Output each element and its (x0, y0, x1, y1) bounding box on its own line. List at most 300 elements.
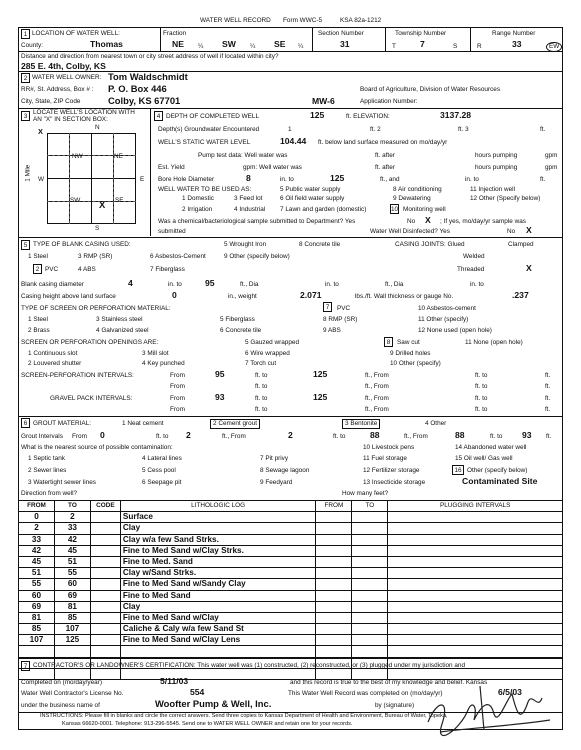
log-code-cell[interactable] (90, 612, 120, 623)
saw-cut-label[interactable]: Saw cut (397, 339, 420, 346)
plug-to-cell[interactable] (352, 556, 388, 567)
bore-value[interactable]: 8 (246, 173, 251, 183)
yield-gpm: gpm (545, 164, 558, 171)
quarter-1[interactable]: NE (172, 39, 184, 49)
log-to-cell[interactable] (54, 646, 90, 657)
plugging-interval-cell[interactable] (388, 568, 563, 579)
log-from-cell[interactable]: 0 (19, 512, 55, 523)
section-3-number: 3 (21, 111, 30, 121)
log-from-cell[interactable]: 60 (19, 590, 55, 601)
plugging-interval-cell[interactable] (388, 668, 563, 679)
log-description-cell[interactable]: Fine to Med Sand (120, 590, 316, 601)
pvc-screen-label[interactable]: PVC (337, 305, 351, 312)
pvc-casing-selected[interactable]: 2 (33, 264, 42, 274)
use-option[interactable]: 12 Other (Specify below) (470, 195, 541, 202)
contam-option[interactable]: 8 Sewage lagoon (260, 467, 310, 474)
plug-from-cell[interactable] (316, 568, 352, 579)
log-from-cell[interactable] (19, 646, 55, 657)
table-row (19, 590, 563, 601)
casing-depth-value[interactable]: 95 (205, 278, 215, 288)
log-to-cell[interactable]: 85 (54, 612, 90, 623)
completed-label: Completed on (mo/day/year) (21, 679, 102, 686)
casing-diameter-value[interactable]: 4 (128, 278, 133, 288)
diam-in-to-3: in. to (470, 281, 484, 288)
screen-option[interactable]: 12 None used (open hole) (418, 327, 492, 334)
bentonite-selected[interactable]: 3 Bentonite (342, 419, 380, 429)
quarter-3[interactable]: SE (274, 39, 286, 49)
ft-to-label: ft. to (490, 433, 503, 440)
plug-to-cell[interactable] (352, 601, 388, 612)
license-label: Water Well Contractor's License No. (21, 690, 124, 697)
plug-to-cell[interactable] (352, 534, 388, 545)
plug-to-cell[interactable] (352, 635, 388, 646)
wall-thickness-label: lbs./ft. Wall thickness or gauge No. (355, 293, 454, 300)
section-number-value[interactable]: 31 (340, 39, 350, 49)
log-code-cell[interactable] (90, 556, 120, 567)
plug-from-cell[interactable] (316, 579, 352, 590)
ft-to-label: ft. to (475, 372, 488, 379)
other-contam-label[interactable]: Other (specify below) (467, 467, 528, 474)
record-completed-date[interactable]: 6/5/03 (498, 687, 522, 697)
opening-option[interactable]: 2 Louvered shutter (28, 360, 82, 367)
grout-to-1[interactable]: 2 (186, 430, 191, 440)
casing-option[interactable]: 3 RMP (SR) (78, 253, 113, 260)
pvc-screen-selected[interactable]: 7 (323, 302, 332, 312)
record-completed-label: This Water Well Record was completed on (mo/day/yr) (288, 690, 443, 697)
contamination-source-value[interactable]: Contaminated Site (462, 476, 538, 486)
ft-to-label: ft. to (475, 395, 488, 402)
signature-label: by (signature) (375, 702, 415, 709)
owner-value[interactable]: Tom Waldschmidt (108, 71, 188, 82)
contam-option[interactable]: 9 Feedyard (260, 479, 293, 486)
disinfected-no-x[interactable]: X (526, 225, 532, 235)
grout-from-2[interactable]: 2 (288, 430, 293, 440)
plug-from-cell[interactable] (316, 612, 352, 623)
log-from-cell[interactable]: 45 (19, 556, 55, 567)
plug-from-cell[interactable] (316, 545, 352, 556)
table-row (19, 512, 563, 523)
diam-in-to-2: in. to (325, 281, 339, 288)
opening-option[interactable]: 7 Torch cut (245, 360, 277, 367)
disinfected-label: Water Well Disinfected? Yes (370, 228, 450, 235)
west-label: W (38, 176, 45, 183)
casing-height-label: Casing height above land surface (21, 293, 116, 300)
ft-to-label: ft. to (333, 433, 346, 440)
plugging-interval-cell[interactable] (388, 601, 563, 612)
log-code-cell[interactable] (90, 545, 120, 556)
plug-to-cell[interactable] (352, 579, 388, 590)
log-to-cell[interactable]: 2 (54, 512, 90, 523)
gravel-from-value[interactable]: 93 (215, 392, 225, 402)
cement-grout-selected[interactable]: 2 Cement grout (210, 419, 260, 429)
application-label: Application Number: (360, 98, 418, 105)
casing-option[interactable]: 4 ABS (78, 266, 96, 273)
log-from-cell[interactable]: 55 (19, 579, 55, 590)
saw-cut-selected[interactable]: 8 (384, 337, 393, 347)
plug-to-cell[interactable] (352, 568, 388, 579)
log-to-cell[interactable]: 33 (54, 523, 90, 534)
threaded-x[interactable]: X (526, 263, 532, 273)
location-label: LOCATION OF WATER WELL: (32, 30, 120, 37)
use-option-monitoring[interactable]: Monitoring well (403, 206, 446, 213)
plugging-interval-cell[interactable] (388, 523, 563, 534)
screen-option[interactable]: 5 Fiberglass (220, 316, 255, 323)
depth-value[interactable]: 125 (310, 110, 325, 120)
log-code-cell[interactable] (90, 635, 120, 646)
log-from-cell[interactable]: 107 (19, 635, 55, 646)
county-value[interactable]: Thomas (90, 39, 123, 49)
ft-to-label: ft. to (255, 406, 268, 413)
use-option[interactable]: 4 Industrial (234, 206, 266, 213)
from-label: From (170, 395, 185, 402)
plug-to-cell[interactable] (352, 512, 388, 523)
distance-value[interactable]: 285 E. 4th, Colby, KS (21, 61, 106, 71)
log-code-cell[interactable] (90, 646, 120, 657)
threaded-label: Threaded (457, 266, 485, 273)
casing-option[interactable]: 5 Wrought Iron (224, 241, 267, 248)
bore-label: Bore Hole Diameter (158, 176, 215, 183)
screen-to-value[interactable]: 125 (313, 369, 328, 379)
col-header-plug-to: TO (352, 501, 388, 512)
range-direction-circle[interactable]: EW (546, 42, 562, 52)
openings-label: SCREEN OR PERFORATION OPENINGS ARE: (21, 339, 159, 346)
gauge-value[interactable]: .237 (512, 290, 529, 300)
use-option[interactable]: 9 Dewatering (393, 195, 431, 202)
plugging-interval-cell[interactable] (388, 545, 563, 556)
log-description-cell[interactable]: Clay (120, 523, 316, 534)
other-contam-selected[interactable]: 16 (452, 465, 464, 475)
plug-from-cell[interactable] (316, 590, 352, 601)
screen-from-value[interactable]: 95 (215, 369, 225, 379)
plug-from-cell[interactable] (316, 556, 352, 567)
table-row (19, 624, 563, 635)
contam-option[interactable]: 11 Fuel storage (363, 455, 407, 462)
log-description-cell[interactable]: Surface (120, 512, 316, 523)
township-suffix: S (453, 43, 458, 50)
gw-3: ft. 3 (458, 126, 469, 133)
south-label: S (95, 225, 100, 232)
log-description-cell[interactable]: Clay w/Sand Strks. (120, 568, 316, 579)
plugging-interval-cell[interactable] (388, 556, 563, 567)
plug-from-cell[interactable] (316, 601, 352, 612)
contamination-label: What is the nearest source of possible contamination: (21, 444, 173, 451)
grout-intervals-label: Grout Intervals (21, 433, 63, 440)
section-5-number: 5 (21, 240, 30, 250)
ft-from-label: ft., From (365, 383, 389, 390)
use-option[interactable]: 3 Feed lot (234, 195, 263, 202)
log-to-cell[interactable]: 81 (54, 601, 90, 612)
gw-2: ft. 2 (370, 126, 381, 133)
contam-option[interactable]: 10 Livestock pens (363, 444, 415, 451)
yield-mid: gpm: Well water was (243, 164, 302, 171)
log-code-cell[interactable] (90, 590, 120, 601)
plug-from-cell[interactable] (316, 635, 352, 646)
table-row (19, 668, 563, 679)
log-from-cell[interactable]: 85 (19, 624, 55, 635)
log-from-cell[interactable]: 69 (19, 601, 55, 612)
chem-no-x[interactable]: X (425, 215, 431, 225)
plugging-interval-cell[interactable] (388, 534, 563, 545)
use-option[interactable]: 11 Injection well (470, 186, 515, 193)
grout-option[interactable]: 4 Other (425, 420, 447, 427)
casing-option[interactable]: 7 Fiberglass (150, 266, 185, 273)
contam-option[interactable]: 14 Abandoned water well (455, 444, 527, 451)
grout-to-2[interactable]: 88 (370, 430, 380, 440)
ft-label: ft. (545, 383, 551, 390)
yield-label: Est. Yield (158, 164, 185, 171)
use-option[interactable]: 1 Domestic (182, 195, 214, 202)
log-code-cell[interactable] (90, 512, 120, 523)
plugging-interval-cell[interactable] (388, 579, 563, 590)
contam-option[interactable]: 6 Seepage pit (142, 479, 182, 486)
screen-option[interactable]: 3 Stainless steel (96, 316, 143, 323)
pvc-casing-label[interactable]: PVC (45, 266, 59, 273)
log-description-cell[interactable]: Caliche & Caly w/a few Sand St (120, 624, 316, 635)
city-label: City, State, ZIP Code (21, 98, 81, 105)
col-header-plugging-intervals: PLUGGING INTERVALS (388, 501, 563, 512)
weight-value[interactable]: 2.071 (300, 290, 322, 300)
north-label: N (95, 124, 100, 131)
contam-option[interactable]: 5 Cess pool (142, 467, 176, 474)
table-header-row (19, 501, 563, 512)
plug-from-cell[interactable] (316, 534, 352, 545)
opening-option[interactable]: 5 Gauzed wrapped (245, 339, 300, 346)
log-description-cell[interactable] (120, 646, 316, 657)
instructions-line-1: INSTRUCTIONS: Please fill in blanks and circle the correct answers. Send three copies to Kansas Department of Health and Environment, Bureau of Water, Topeka, (40, 713, 448, 719)
grout-to-3[interactable]: 93 (522, 430, 532, 440)
section-6-number: 6 (21, 418, 30, 428)
plugging-interval-cell[interactable] (388, 646, 563, 657)
log-code-cell[interactable] (90, 534, 120, 545)
plug-from-cell[interactable] (316, 523, 352, 534)
section-number-label: Section Number (318, 30, 364, 37)
township-prefix: T (392, 43, 396, 50)
casing-type-label: TYPE OF BLANK CASING USED: (33, 241, 131, 248)
ft-label: ft. (545, 406, 551, 413)
opening-option[interactable]: 10 Other (specify) (390, 360, 441, 367)
table-row (19, 579, 563, 590)
contam-option[interactable]: 7 Pit privy (260, 455, 289, 462)
plug-to-cell[interactable] (352, 646, 388, 657)
grout-option[interactable]: 1 Neat cement (122, 420, 164, 427)
opening-option[interactable]: 1 Continuous slot (28, 350, 78, 357)
casing-option[interactable]: 1 Steel (28, 253, 48, 260)
grout-from-3[interactable]: 88 (455, 430, 465, 440)
section-2-number: 2 (21, 73, 30, 83)
screen-option[interactable]: 8 RMP (SR) (323, 316, 358, 323)
log-to-cell[interactable]: 60 (54, 579, 90, 590)
ksa-number: KSA 82a-1212 (340, 17, 382, 24)
contam-option[interactable]: 12 Fertilizer storage (363, 467, 420, 474)
locate-label-2: AN "X" IN SECTION BOX: (33, 116, 108, 123)
plug-to-cell[interactable] (352, 612, 388, 623)
range-value[interactable]: 33 (512, 39, 522, 49)
township-value[interactable]: 7 (420, 39, 425, 49)
opening-option[interactable]: 4 Key punched (142, 360, 185, 367)
sw-quadrant-label: SW (70, 197, 81, 204)
depth-label: DEPTH OF COMPLETED WELL (166, 113, 260, 120)
ft-label: ft. (545, 395, 551, 402)
well-location-x: X (99, 199, 106, 210)
use-option[interactable]: 5 Public water supply (280, 186, 341, 193)
completed-date[interactable]: 5/11/03 (160, 676, 189, 686)
log-description-cell[interactable]: Fine to Med Sand w/Clay (120, 612, 316, 623)
plug-to-cell[interactable] (352, 590, 388, 601)
plugging-interval-cell[interactable] (388, 590, 563, 601)
use-option[interactable]: 6 Oil field water supply (280, 195, 345, 202)
log-to-cell[interactable]: 45 (54, 545, 90, 556)
ft-from-label: ft., From (365, 372, 389, 379)
plugging-interval-cell[interactable] (388, 512, 563, 523)
log-from-cell[interactable]: 33 (19, 534, 55, 545)
log-code-cell[interactable] (90, 668, 120, 679)
mw-label: MW-6 (312, 96, 335, 106)
plugging-interval-cell[interactable] (388, 612, 563, 623)
log-description-cell[interactable] (120, 668, 316, 679)
nw-quadrant-label: NW (72, 153, 83, 160)
static-value[interactable]: 104.44 (280, 136, 307, 146)
plug-from-cell[interactable] (316, 624, 352, 635)
gravel-to-value[interactable]: 125 (313, 392, 328, 402)
owner-label: WATER WELL OWNER: (32, 74, 102, 81)
screen-option[interactable]: 6 Concrete tile (220, 327, 262, 334)
log-code-cell[interactable] (90, 568, 120, 579)
table-row (19, 568, 563, 579)
col-header-to: TO (54, 501, 90, 512)
use-option[interactable]: 7 Lawn and garden (domestic) (280, 206, 367, 213)
log-to-cell[interactable]: 42 (54, 534, 90, 545)
use-option[interactable]: 2 Irrigation (182, 206, 213, 213)
screen-option[interactable]: 9 ABS (323, 327, 341, 334)
monitoring-well-selected[interactable]: 10 (391, 206, 399, 213)
log-description-cell[interactable]: Fine to Med. Sand (120, 556, 316, 567)
static-after: ft. below land surface measured on mo/day/yr (318, 139, 448, 146)
log-from-cell[interactable]: 51 (19, 568, 55, 579)
log-description-cell[interactable]: Fine to Med Sand w/Sandy Clay (120, 579, 316, 590)
casing-option[interactable]: 9 Other (specify below) (224, 253, 290, 260)
log-code-cell[interactable] (90, 523, 120, 534)
contam-option[interactable]: 15 Oil well/ Gas well (455, 455, 513, 462)
screen-option[interactable]: 1 Steel (28, 316, 48, 323)
log-to-cell[interactable]: 125 (54, 635, 90, 646)
log-to-cell[interactable]: 51 (54, 556, 90, 567)
casing-option[interactable]: 8 Concrete tile (299, 241, 341, 248)
casing-option[interactable]: 6 Asbestos-Cement (150, 253, 206, 260)
ft-from-label: ft., From (222, 433, 246, 440)
plug-from-cell[interactable] (316, 646, 352, 657)
log-description-cell[interactable]: Fine to Med Sand w/Clay Strks. (120, 545, 316, 556)
contam-option[interactable]: 1 Septic tank (28, 455, 65, 462)
fraction-label: Fraction (163, 30, 187, 37)
log-from-cell[interactable]: 42 (19, 545, 55, 556)
from-label: From (170, 406, 185, 413)
casing-height-value[interactable]: 0 (172, 290, 177, 300)
log-to-cell[interactable]: 107 (54, 624, 90, 635)
elevation-value[interactable]: 3137.28 (440, 110, 472, 120)
contam-option[interactable]: 13 Insecticide storage (363, 479, 426, 486)
contam-option[interactable]: 4 Lateral lines (142, 455, 182, 462)
certification-text: CONTRACTOR'S OR LANDOWNER'S CERTIFICATION: This water well was (1) constructed, (2) reconstructed, or (3) plugged under my jurisdiction and (33, 662, 466, 669)
diam-ft-dia-2: ft., Dia (385, 281, 404, 288)
contam-option[interactable]: 3 Watertight sewer lines (28, 479, 96, 486)
screen-option[interactable]: 2 Brass (28, 327, 50, 334)
log-code-cell[interactable] (90, 601, 120, 612)
yield-ft-after: ft. after (375, 164, 395, 171)
table-row (19, 534, 563, 545)
ft-to-label: ft. to (255, 372, 268, 379)
ft-to-label: ft. to (475, 406, 488, 413)
chem-label: Was a chemical/bacteriological sample submitted to Department? Yes (158, 218, 356, 225)
log-description-cell[interactable]: Fine to Med Sand w/Clay Lens (120, 635, 316, 646)
section-7-number: 7 (21, 661, 30, 671)
ft-to-label: ft. to (156, 433, 169, 440)
opening-option[interactable]: 3 Mill slot (142, 350, 169, 357)
plug-from-cell[interactable] (316, 512, 352, 523)
log-to-cell[interactable] (54, 668, 90, 679)
opening-option[interactable]: 9 Drilled holes (390, 350, 431, 357)
plug-to-cell[interactable] (352, 523, 388, 534)
license-value[interactable]: 554 (190, 687, 205, 697)
log-to-cell[interactable]: 55 (54, 568, 90, 579)
gw-ft: ft. (540, 126, 546, 133)
ft-from-label: ft., From (365, 395, 389, 402)
rr-value[interactable]: P. O. Box 446 (108, 83, 167, 94)
log-from-cell[interactable]: 81 (19, 612, 55, 623)
bore-to-value[interactable]: 125 (330, 173, 345, 183)
log-code-cell[interactable] (90, 579, 120, 590)
range-prefix: R (477, 43, 482, 50)
diam-in-to: in. to (168, 281, 182, 288)
diam-ft-dia: ft., Dia (240, 281, 259, 288)
business-name-value[interactable]: Woofter Pump & Well, Inc. (155, 698, 272, 709)
gravel-pack-label: GRAVEL PACK INTERVALS: (50, 395, 133, 402)
grout-from-1[interactable]: 0 (100, 430, 105, 440)
contam-option[interactable]: 2 Sewer lines (28, 467, 67, 474)
opening-option[interactable]: 11 None (open hole) (465, 339, 523, 346)
plug-to-cell[interactable] (352, 668, 388, 679)
plug-from-cell[interactable] (316, 668, 352, 679)
plug-to-cell[interactable] (352, 624, 388, 635)
screen-option[interactable]: 11 Other (specify) (418, 316, 469, 323)
bore-in-to-2: in. to (465, 176, 479, 183)
screen-option[interactable]: 4 Galvanized steel (96, 327, 149, 334)
ne-quadrant-label: NE (114, 153, 123, 160)
log-description-cell[interactable]: Clay w/a few Sand Strks. (120, 534, 316, 545)
plugging-interval-cell[interactable] (388, 635, 563, 646)
welded-label: Welded (463, 253, 485, 260)
use-option[interactable]: 8 Air conditioning (393, 186, 442, 193)
gw-1: 1 (288, 126, 292, 133)
screen-option[interactable]: 10 Asbestos-cement (418, 305, 476, 312)
opening-option[interactable]: 6 Wire wrapped (245, 350, 290, 357)
grout-label: GROUT MATERIAL: (33, 420, 91, 427)
log-description-cell[interactable]: Clay (120, 601, 316, 612)
ft-label: ft. (545, 372, 551, 379)
quarter-symbol: ¼ (250, 43, 256, 50)
lithologic-log-table (18, 500, 563, 680)
log-from-cell[interactable]: 2 (19, 523, 55, 534)
quarter-2[interactable]: SW (222, 39, 236, 49)
plugging-interval-cell[interactable] (388, 624, 563, 635)
city-value[interactable]: Colby, KS 67701 (108, 95, 181, 106)
log-to-cell[interactable]: 69 (54, 590, 90, 601)
from-label: From (170, 383, 185, 390)
log-code-cell[interactable] (90, 624, 120, 635)
table-row (19, 545, 563, 556)
se-quadrant-label: SE (115, 197, 124, 204)
weight-label: in., weight (228, 293, 257, 300)
plug-to-cell[interactable] (352, 545, 388, 556)
